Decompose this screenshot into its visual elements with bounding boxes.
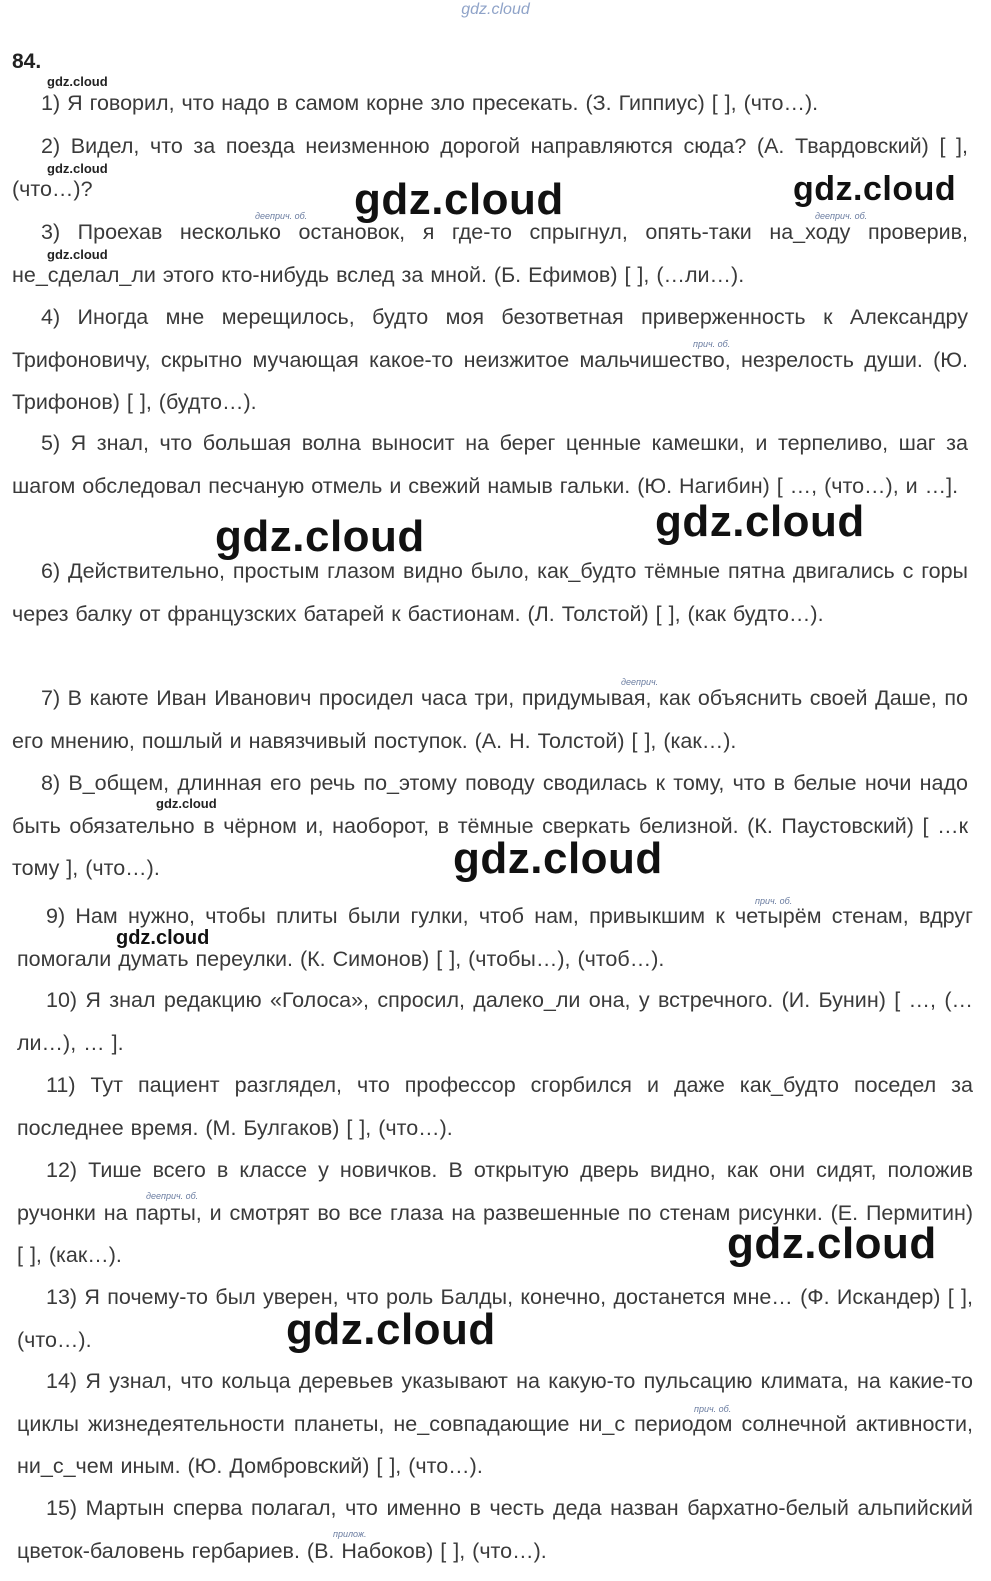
sentence-1: 1) Я говорил, что надо в самом корне зло пресекать. (З. Гиппиус) [ ], (что…). [41, 91, 819, 115]
sentence-4: 4) Иногда мне мерещилось, будто моя безответная приверженность к Александру Трифоновичу, скрытно мучающая какое-то неизжитое мальчишество, незрелость души. (Ю. Трифонов) [ ], (будто…). [12, 305, 968, 414]
sentence-10: 10) Я знал редакцию «Голоса», спросил, далеко_ли она, у встречного. (И. Бунин) [ …, (…ли…), … ]. [17, 988, 973, 1055]
sentence-13: 13) Я почему-то был уверен, что роль Балды, конечно, достанется мне… (Ф. Искандер) [ ], (что…). [17, 1285, 973, 1352]
watermark-medium: gdz.cloud [116, 927, 210, 949]
annotation-note: прилож. [333, 1529, 367, 1539]
sentence-9: 9) Нам нужно, чтобы плиты были гулки, чтоб нам, привыкшим к четырём стенам, вдруг помогали думать переулки. (К. Симонов) [ ], (чтобы…), (чтоб…). [17, 904, 973, 971]
annotation-note: прич. об. [755, 896, 793, 906]
sentence-2: 2) Видел, что за поезда неизменною дорогой направляются сюда? (А. Твардовский) [ ], (что…)? [12, 134, 968, 201]
watermark-small: gdz.cloud [47, 74, 108, 89]
sentence-7: 7) В каюте Иван Иванович просидел часа три, придумывая, как объяснить своей Даше, по его мнению, пошлый и навязчивый поступок. (А. Н. Толстой) [ ], (как…). [12, 686, 968, 753]
annotation-note: прич. об. [693, 339, 731, 349]
sentence-12: 12) Тише всего в классе у новичков. В открытую дверь видно, как они сидят, положив ручонки на парты, и смотрят во все глаза на развешенные по стенам рисунки. (Е. Пермитин) [ ], (как…). [17, 1158, 973, 1267]
sentence-5: 5) Я знал, что большая волна выносит на берег ценные камешки, и терпеливо, шаг за шагом обследовал песчаную отмель и свежий намыв гальки. (Ю. Нагибин) [ …, (что…), и …]. [12, 431, 968, 498]
sentence-11: 11) Тут пациент разглядел, что профессор сгорбился и даже как_будто поседел за последнее время. (М. Булгаков) [ ], (что…). [17, 1073, 973, 1140]
annotation-note: дееприч. об. [255, 211, 308, 221]
watermark-big: gdz.cloud [354, 175, 564, 224]
annotation-note: дееприч. [621, 677, 659, 687]
site-header[interactable]: gdz.cloud [461, 1, 530, 18]
watermark-big: gdz.cloud [286, 1305, 496, 1354]
annotation-note: дееприч. об. [146, 1191, 199, 1201]
task-number: 84. [12, 50, 42, 73]
watermark-big: gdz.cloud [655, 497, 865, 546]
watermark-big: gdz.cloud [793, 170, 957, 208]
watermark-big: gdz.cloud [727, 1219, 937, 1268]
watermark-big: gdz.cloud [453, 834, 663, 883]
sentence-15: 15) Мартын сперва полагал, что именно в честь деда назван бархатно-белый альпийский цветок-баловень гербариев. (В. Набоков) [ ], (что…). [17, 1496, 973, 1563]
sentence-6: 6) Действительно, простым глазом видно было, как_будто тёмные пятна двигались с горы через балку от французских батарей к бастионам. (Л. Толстой) [ ], (как будто…). [12, 559, 968, 626]
sentence-8: 8) В_общем, длинная его речь по_этому поводу сводилась к тому, что в белые ночи надо быть обязательно в чёрном и, наоборот, в тёмные сверкать белизной. (К. Паустовский) [ …к тому ], (что…). [12, 771, 968, 880]
watermark-small: gdz.cloud [47, 161, 108, 176]
annotation-note: прич. об. [694, 1404, 732, 1414]
watermark-small: gdz.cloud [47, 247, 108, 262]
annotation-note: дееприч. об. [815, 211, 868, 221]
watermark-small: gdz.cloud [156, 796, 217, 811]
sentence-3: 3) Проехав несколько остановок, я где-то спрыгнул, опять-таки на_ходу проверив, не_сделал_ли этого кто-нибудь вслед за мной. (Б. Ефимов) [ ], (…ли…). [12, 220, 968, 287]
sentence-14: 14) Я узнал, что кольца деревьев указывают на какую-то пульсацию климата, на какие-то циклы жизнедеятельности планеты, не_совпадающие ни_с периодом солнечной активности, ни_с_чем иным. (Ю. Домбровский) [ ], (что…). [17, 1369, 973, 1478]
watermark-big: gdz.cloud [215, 512, 425, 561]
